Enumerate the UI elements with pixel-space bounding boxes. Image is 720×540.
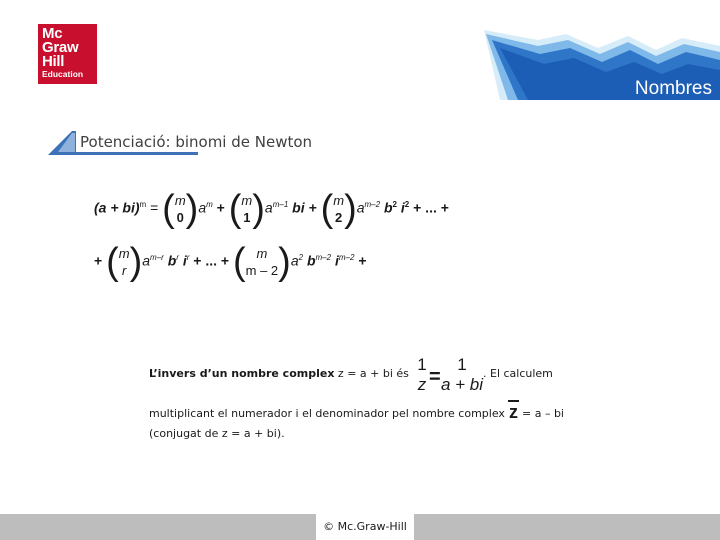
- binom-m-m-2: m m – 2: [245, 246, 279, 278]
- term4-b: b: [163, 252, 177, 269]
- banner-title-line-2: complexos: [621, 99, 712, 120]
- binomial-formula-row-2: + ( m r )$a^{m-r}$ $b^r$ $i^r$ + ... + ( m m – 2 )$a^2$ $b^{m-2}$ $i^{m-2}$ +: [94, 241, 367, 283]
- row2-lead: +: [94, 252, 103, 269]
- term5-b-exp: m–2: [315, 253, 332, 263]
- fraction-1-over-z: [414, 355, 430, 395]
- z-conjugate-symbol: z: [509, 402, 518, 422]
- footer-bar: [0, 514, 720, 540]
- logo-line-4: Education: [42, 69, 84, 79]
- term5-i: i: [331, 252, 339, 269]
- title-banner: [478, 26, 720, 120]
- term5-b: b: [303, 252, 316, 269]
- fraction-1-over-a-plus-bi: [440, 355, 484, 395]
- term5-exp: 2: [298, 253, 304, 263]
- mcgraw-hill-logo: [38, 24, 97, 84]
- banner-title-line-1: Nombres: [634, 78, 712, 99]
- inverse-heading: L’invers d’un nombre complex: [149, 367, 335, 380]
- fraction-1-denominator: z: [417, 375, 427, 394]
- formula-lhs: (a + bi): [94, 199, 140, 216]
- binom-m-r: m r: [118, 246, 130, 278]
- section-underline: [56, 152, 198, 155]
- row2-mid: + ... +: [193, 252, 230, 269]
- fraction-1-numerator: 1: [417, 355, 427, 374]
- term3-base: a: [356, 199, 365, 216]
- logo-line-2: Graw: [42, 39, 79, 56]
- term3-i: i: [396, 199, 405, 216]
- term4-b-exp: r: [176, 253, 179, 263]
- term4-i: i: [178, 252, 187, 269]
- formula-equals: =: [150, 199, 159, 216]
- term4-i-exp: r: [186, 253, 190, 263]
- term3-i-exp: 2: [404, 200, 410, 210]
- inverse-line-2: multiplicant el numerador i el denominador pel nombre complex: [149, 407, 505, 420]
- term2-exp: m–1: [272, 200, 289, 210]
- formula-lhs-exp: m: [139, 200, 147, 210]
- plus-sign: +: [216, 199, 225, 216]
- banner-title: [621, 78, 712, 120]
- term2-tail: bi +: [288, 199, 317, 216]
- inverse-line-3: (conjugat de z = a + bi).: [149, 427, 285, 440]
- fraction-equals: =: [429, 366, 441, 388]
- term2-base: a: [264, 199, 273, 216]
- term3-b: b: [380, 199, 393, 216]
- z-conjugate: [508, 400, 519, 422]
- binomial-formula-row-1: (a + bi)$^m$ = ( m 0 )$a^m$ + ( m 1 )$a^{m-1}$ bi + ( m 2 )$a^{m-2}$ $b^2$ $i^2$ + ... +: [94, 188, 449, 230]
- binom-m-0: m 0: [174, 193, 186, 225]
- term3-exp: m–2: [364, 200, 381, 210]
- term3-b-exp: 2: [392, 200, 397, 210]
- term1-exp: m: [206, 200, 213, 210]
- binom-m-1: m 1: [241, 193, 253, 225]
- footer-copyright-box: [316, 514, 414, 540]
- row2-trail: +: [358, 252, 367, 269]
- section-title: Potenciació: binomi de Newton: [80, 133, 313, 151]
- logo-line-3: Hill: [42, 53, 65, 70]
- binom-m-2: m 2: [333, 193, 345, 225]
- term5-i-exp: m–2: [338, 253, 355, 263]
- inverse-line-1: [149, 367, 409, 380]
- inverse-line-2-end: = a – bi: [522, 407, 564, 420]
- term4-base: a: [142, 252, 151, 269]
- fraction-2-denominator: a + bi: [440, 375, 484, 394]
- term1-base: a: [198, 199, 207, 216]
- inverse-line-1-end: . El calculem: [483, 367, 553, 380]
- term5-base: a: [290, 252, 299, 269]
- fraction-2-numerator: 1: [457, 355, 467, 374]
- logo-line-1: Mc: [42, 25, 63, 42]
- inverse-definition: z = a + bi és: [334, 367, 409, 380]
- term4-exp: m–r: [150, 253, 164, 263]
- footer-copyright: © Mc.Graw-Hill: [323, 520, 407, 533]
- row1-trail: + ... +: [413, 199, 449, 216]
